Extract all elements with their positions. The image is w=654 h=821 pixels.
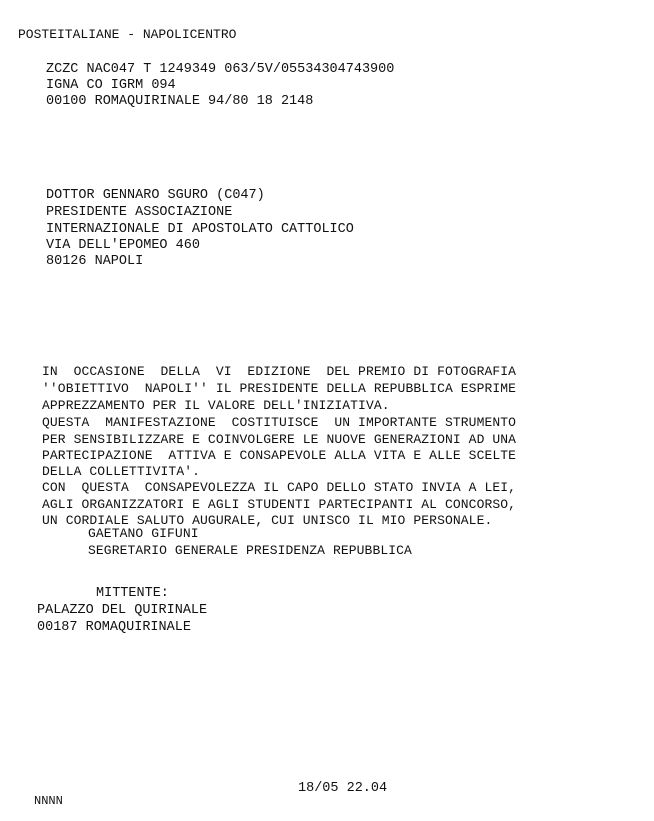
message-line: DELLA COLLETTIVITA'. — [42, 464, 201, 479]
header-routing-line: ZCZC NAC047 T 1249349 063/5V/05534304743900 — [46, 62, 395, 77]
message-line: APPREZZAMENTO PER IL VALORE DELL'INIZIATIVA. — [42, 398, 390, 413]
message-line: PARTECIPAZIONE ATTIVA E CONSAPEVOLE ALLA VITA E ALLE SCELTE — [42, 448, 517, 463]
message-line: QUESTA MANIFESTAZIONE COSTITUISCE UN IMPORTANTE STRUMENTO — [42, 415, 517, 430]
recipient-organization: INTERNAZIONALE DI APOSTOLATO CATTOLICO — [46, 222, 354, 237]
signer-name: GAETANO GIFUNI — [88, 526, 199, 541]
message-line: CON QUESTA CONSAPEVOLEZZA IL CAPO DELLO STATO INVIA A LEI, — [42, 480, 517, 495]
recipient-street: VIA DELL'EPOMEO 460 — [46, 238, 200, 253]
sender-place: PALAZZO DEL QUIRINALE — [37, 603, 208, 618]
message-line: IN OCCASIONE DELLA VI EDIZIONE DEL PREMIO DI FOTOGRAFIA — [42, 364, 517, 379]
timestamp: 18/05 22.04 — [298, 781, 388, 796]
signer-title: SEGRETARIO GENERALE PRESIDENZA REPUBBLICA — [88, 543, 412, 558]
message-line: PER SENSIBILIZZARE E COINVOLGERE LE NUOVE GENERAZIONI AD UNA — [42, 432, 517, 447]
end-mark: NNNN — [34, 794, 63, 808]
recipient-role: PRESIDENTE ASSOCIAZIONE — [46, 205, 233, 220]
recipient-city: 80126 NAPOLI — [46, 254, 144, 269]
header-origin-line: 00100 ROMAQUIRINALE 94/80 18 2148 — [46, 94, 314, 109]
header-code-line: IGNA CO IGRM 094 — [46, 78, 176, 93]
message-line: ''OBIETTIVO NAPOLI'' IL PRESIDENTE DELLA REPUBBLICA ESPRIME — [42, 381, 517, 396]
telegram-title: POSTEITALIANE - NAPOLICENTRO — [18, 27, 237, 42]
sender-city: 00187 ROMAQUIRINALE — [37, 620, 191, 635]
sender-label: MITTENTE: — [96, 586, 169, 601]
message-line: AGLI ORGANIZZATORI E AGLI STUDENTI PARTECIPANTI AL CONCORSO, — [42, 497, 517, 512]
recipient-name: DOTTOR GENNARO SGURO (C047) — [46, 188, 265, 203]
message-line: UN CORDIALE SALUTO AUGURALE, CUI UNISCO IL MIO PERSONALE. — [42, 513, 493, 528]
